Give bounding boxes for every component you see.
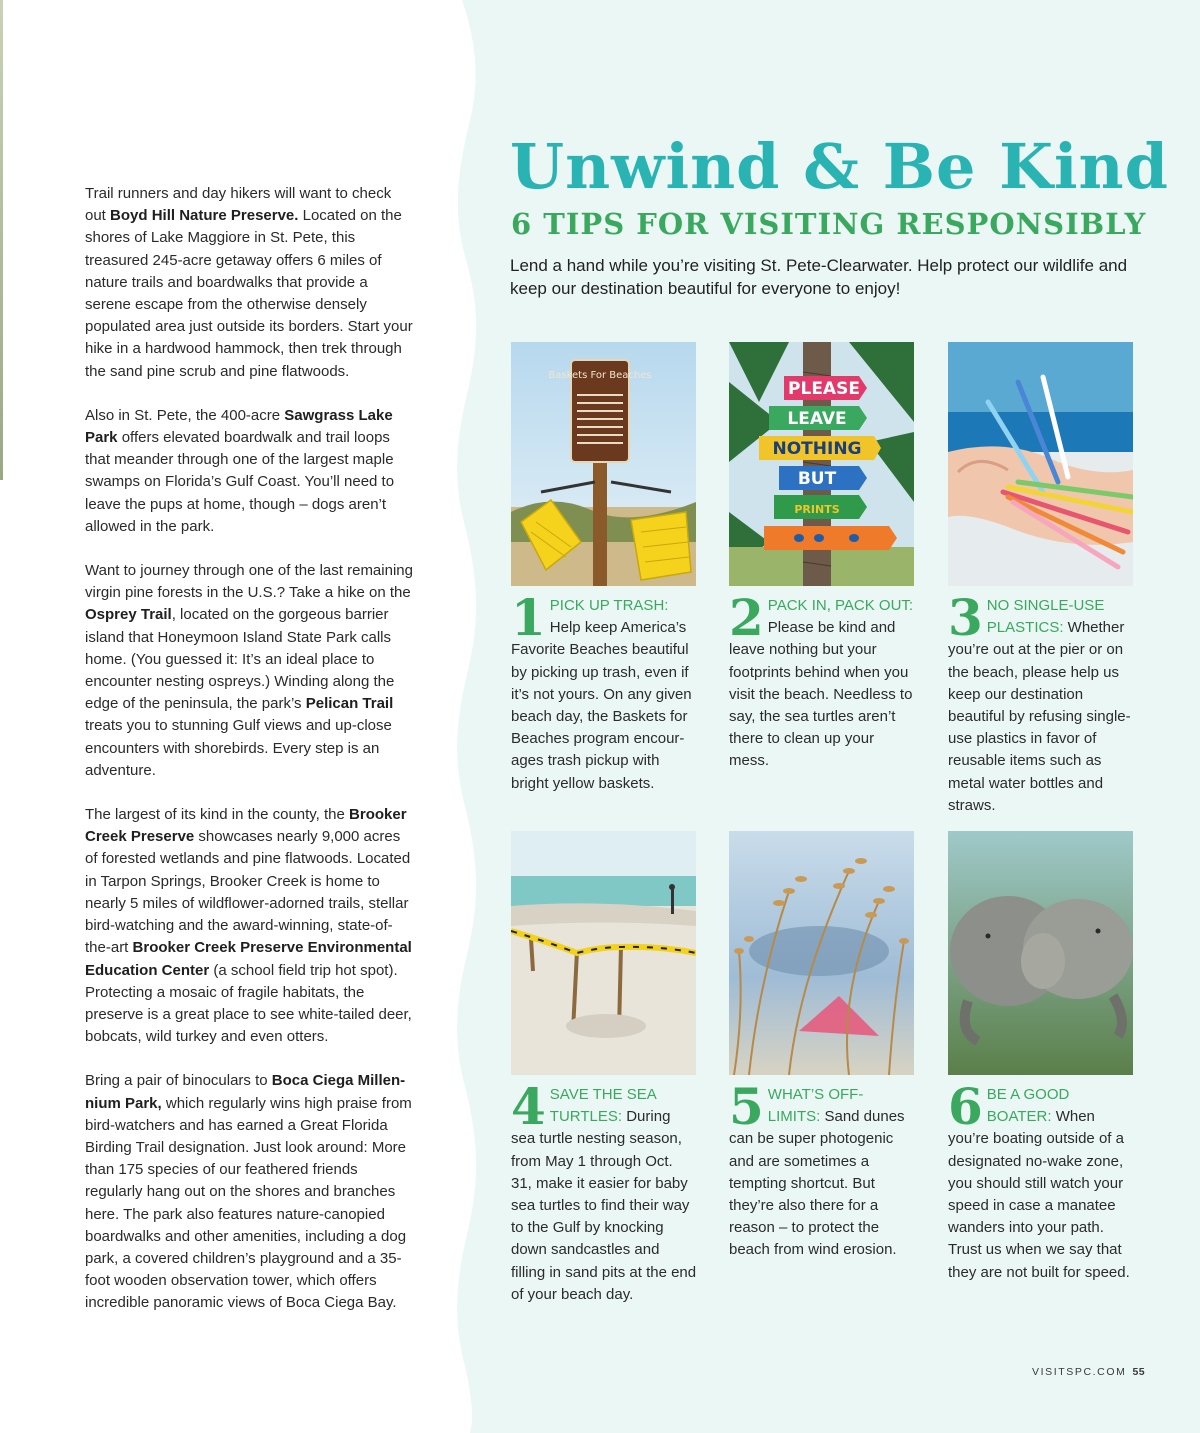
tip-text-6 [948,1077,1134,1284]
tip-number: 1 [511,588,546,647]
paragraph-boyd-hill: Trail runners and day hikers will want to check out Boyd Hill Nature Preserve. Located on the shores of Lake Maggiore in St. Pete, this treasured 245-acre getaway offers 6 miles of nature trails and boardwalks that provide a serene escape from the otherwise densely populated area just outside its borders. Start your hike in a hardwood hammock, then trek through the sand pine scrub and pine flatwoods. [85,185,413,380]
tip-heading: PACK IN, PACK OUT: [767,597,914,614]
place-name: Brooker Creek Preserve [85,806,407,846]
page-subtitle: 6 TIPS FOR VISITING RESPONSIBLY [511,207,1147,241]
place-name: Sawgrass Lake Park [85,406,393,447]
tip-card-3 [948,342,1134,817]
sign-word: LEAVE [787,409,847,429]
turtle-nest-photo [511,831,696,1075]
baskets-photo [511,342,696,586]
place-name: Brooker Creek Preserve Environmental Education Center [85,939,412,979]
tip-text-1 [511,588,697,795]
tip-card-4 [511,831,697,1306]
site-url[interactable]: VISITSPC.COM [1032,1366,1127,1378]
tip-text-5 [729,1077,915,1262]
page-title: Unwind & Be Kind [510,130,1169,203]
tip-description: Whether you’re out at the pier or on the beach, please help us keep our destination beautiful by refusing single-use plastics in favor of reusable items such as metal water bottles and straws. [948,619,1131,814]
leave-nothing-sign-photo [729,342,914,586]
tip-description: When you’re boating outside of a designated no-wake zone, you should still watch your speed in case a manatee wanders into your path. Trust us when we say that they are not built for speed. [948,1108,1130,1281]
page-footer [1032,1366,1145,1378]
tip-text-4 [511,1077,697,1306]
tip-description: Help keep America’s Favorite Beaches beautiful by picking up trash, even if it’s not yours. On any given beach day, the Baskets for Beaches program encour-ages trash pickup with bright yellow baskets. [511,619,692,792]
sign-word: PRINTS [794,503,840,516]
sign-word: PLEASE [788,379,860,399]
place-name: Pelican Trail [305,695,394,713]
paragraph-boca-ciega: Bring a pair of binoculars to Boca Ciega Millen-nium Park, which regularly wins high praise from bird-watchers and has earned a Great Florida Birding Trail designation. Just look around: More than 175 species of our feathered friends regularly hang out on the shores and branches here. The park also features nature-canopied boardwalks and other amenities, including a dog park, a covered children’s playground and a 35-foot wooden observation tower, which offers incredible panoramic views of Boca Ciega Bay. [85,1072,412,1312]
left-article [85,183,415,1337]
place-name: Boca Ciega Millen-nium Park, [85,1072,406,1112]
page-number: 55 [1132,1366,1146,1378]
paragraph-osprey: Want to journey through one of the last remaining virgin pine forests in the U.S.? Take a hike on the Osprey Trail, located on the gorgeous barrier island that Honeymoon Island State Park calls home. (You guessed it: It’s an ideal place to encounter nesting ospreys.) Winding along the edge of the peninsula, the park’s Pelican Trail treats you to stunning Gulf views and up-close encounters with shorebirds. Every step is an adventure. [85,562,413,779]
intro-text: Lend a hand while you’re visiting St. Pete-Clearwater. Help protect our wildlife and keep our destination beautiful for everyone to enjoy! [510,256,1128,298]
tip-text-2 [729,588,915,773]
place-name: Osprey Trail [85,606,172,624]
tip-description: Sand dunes can be super photogenic and are sometimes a tempting shortcut. But they’re also there for a reason – to protect the beach from wind erosion. [729,1108,905,1259]
page-edge-strip [0,0,3,480]
place-name: Boyd Hill Nature Preserve. [110,207,299,225]
sign-word: BUT [797,469,837,489]
tip-description: Please be kind and leave nothing but your footprints behind when you visit the beach. Needless to say, the sea turtles aren’t there to clean up your mess. [729,619,913,770]
tip-description: During sea turtle nesting season, from May 1 through Oct. 31, make it easier for baby sea turtles to find their way to the Gulf by knocking down sandcastles and filling in sand pits at the end of your beach day. [511,1108,697,1303]
tip-card-2 [729,342,915,773]
tip-heading: WHAT’S OFF-LIMITS: [767,1086,864,1126]
manatee-photo [948,831,1133,1075]
tip-heading: SAVE THE SEA TURTLES: [549,1086,656,1126]
tip-card-1 [511,342,697,795]
paragraph-sawgrass: Also in St. Pete, the 400-acre Sawgrass Lake Park offers elevated boardwalk and trail loops that meander through one of the largest maple swamps on Florida’s Gulf Coast. You’ll need to leave the pups at home, though – dogs aren’t allowed in the park. [85,406,395,535]
tip-text-3 [948,588,1134,817]
tip-number: 3 [948,588,983,647]
sign-text: Baskets For Beaches [548,370,652,381]
tip-heading: PICK UP TRASH: [549,597,669,614]
tip-number: 5 [729,1077,764,1136]
sea-oats-photo [729,831,914,1075]
tip-number: 2 [729,588,764,647]
tip-heading: NO SINGLE-USE PLASTICS: [986,597,1105,637]
tip-number: 4 [511,1077,546,1136]
tip-number: 6 [948,1077,983,1136]
sign-word: NOTHING [772,439,862,459]
tip-card-6 [948,831,1134,1284]
straws-photo [948,342,1133,586]
tip-card-5 [729,831,915,1262]
paragraph-brooker: The largest of its kind in the county, the Brooker Creek Preserve showcases nearly 9,000 acres of forested wetlands and pine flatwoods. Located in Tarpon Springs, Brooker Creek is home to nearly 5 miles of wildflower-adorned trails, stellar bird-watching and the award-winning, state-of-the-art Brooker Creek Preserve Environmental Education Center (a school field trip hot spot). Protecting a mosaic of fragile habitats, the preserve is a great place to see white-tailed deer, bobcats, wild turkey and even otters. [85,806,412,1046]
tip-heading: BE A GOOD BOATER: [986,1086,1070,1126]
